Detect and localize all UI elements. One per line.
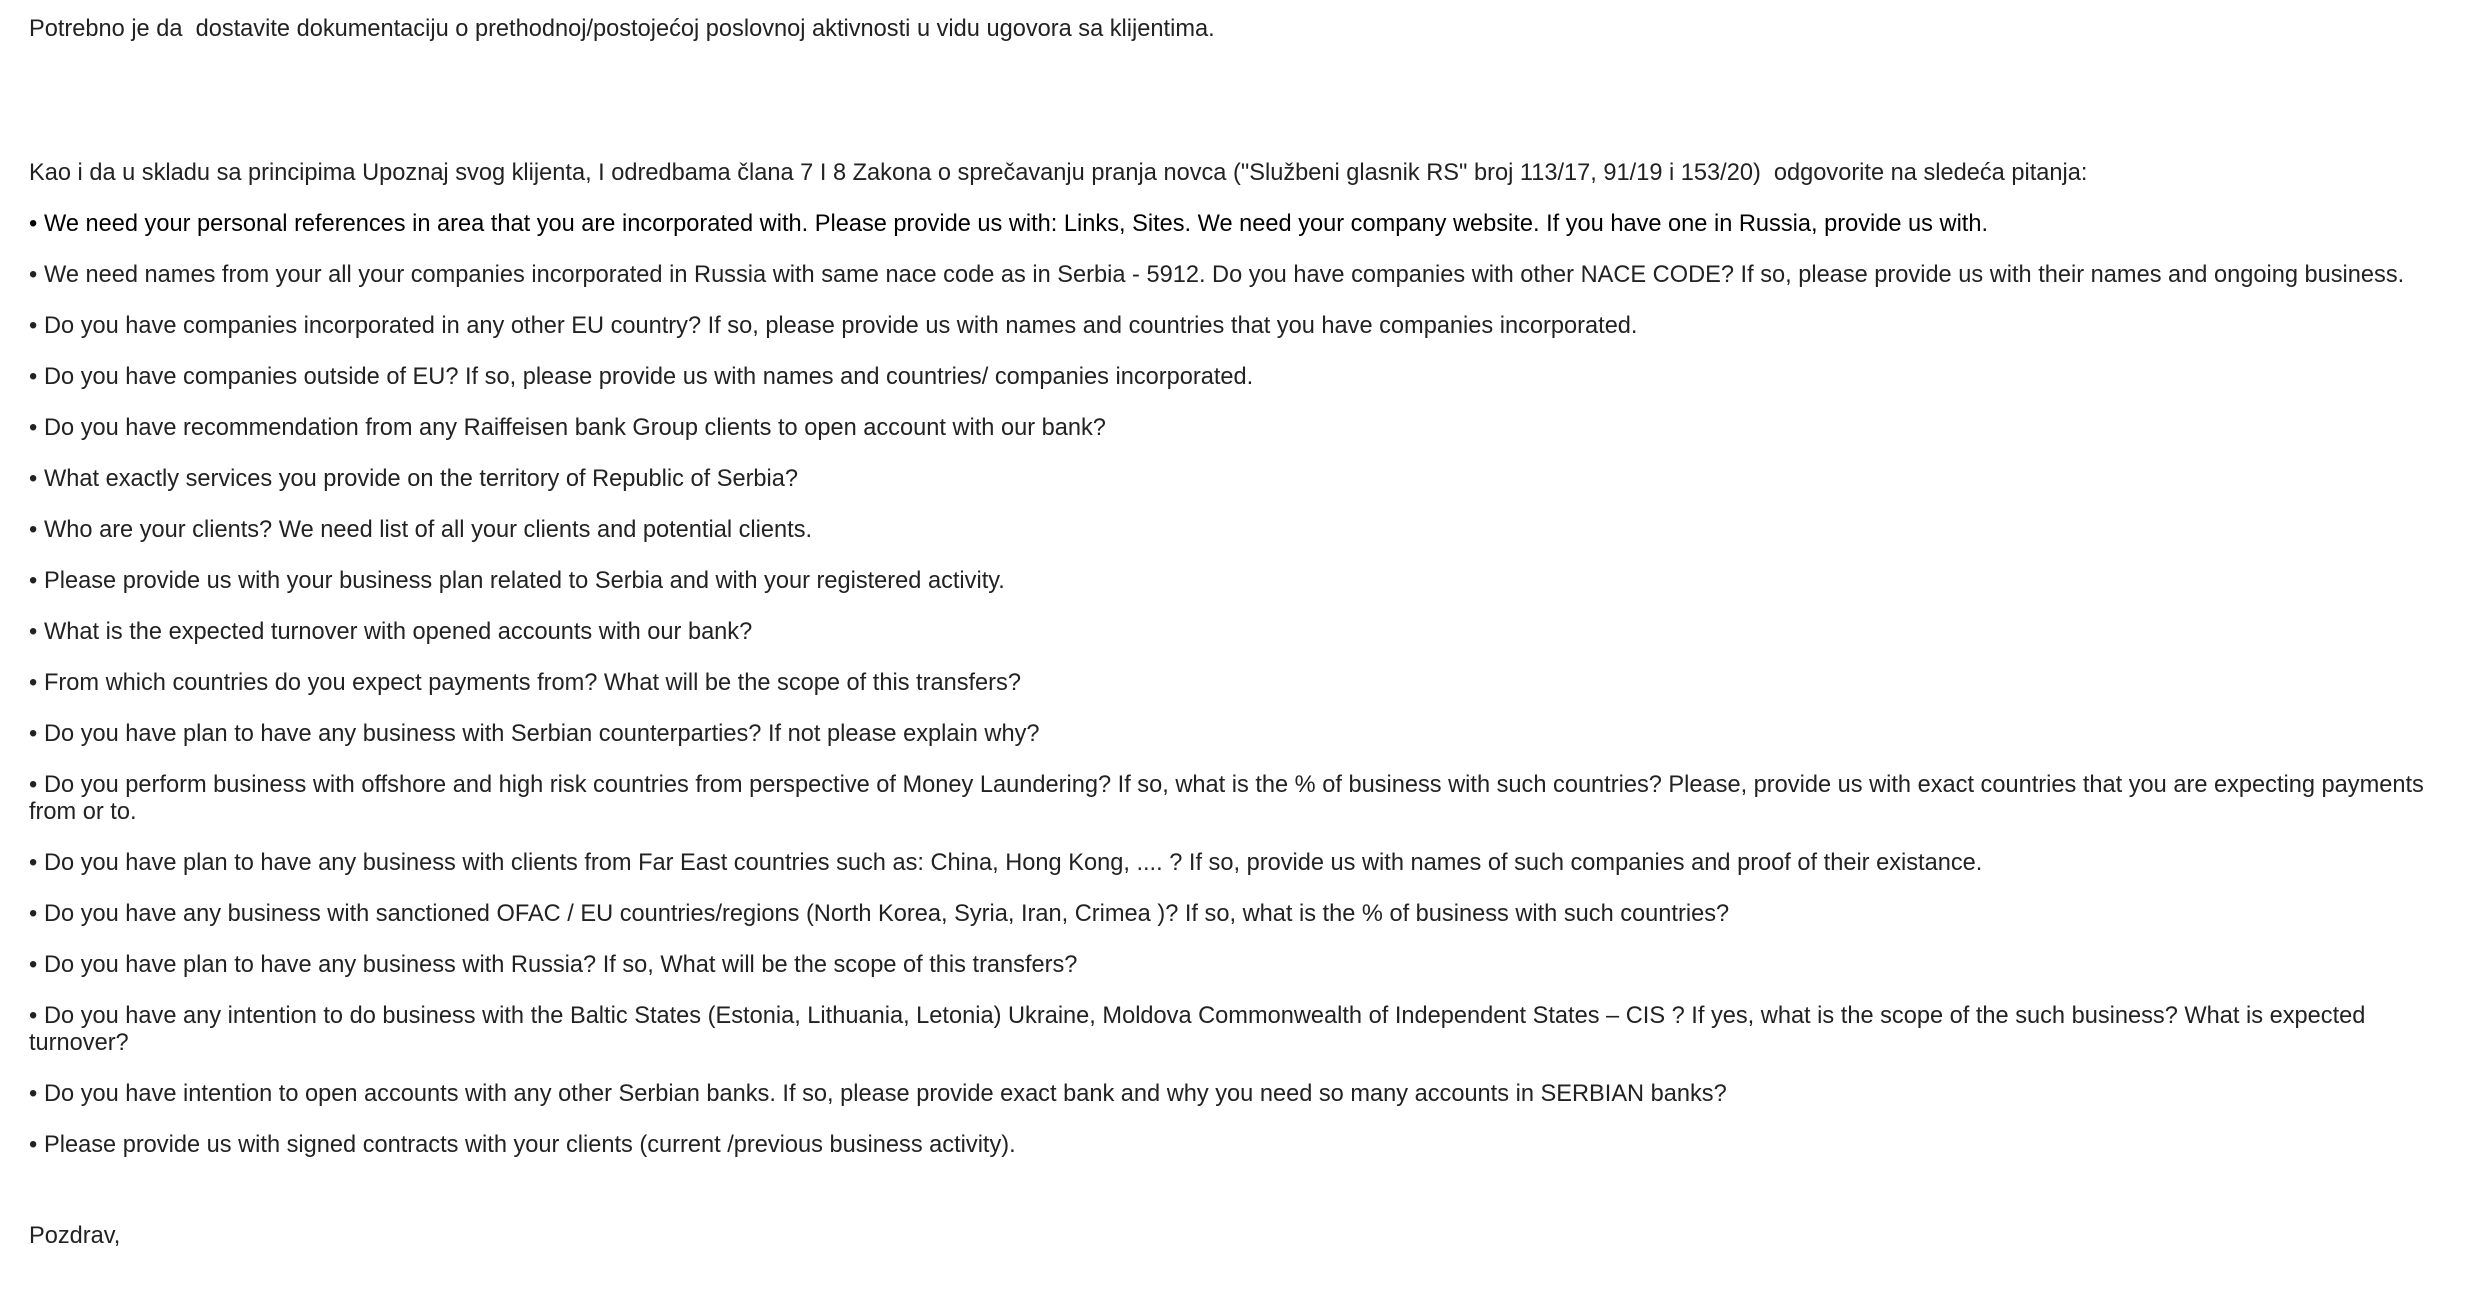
question-text: Do you have plan to have any business with Russia? If so, What will be the scope of this transfers? <box>44 952 1078 978</box>
question-text: We need names from your all your companies incorporated in Russia with same nace code as in Serbia - 5912. Do you have companies with other NACE CODE? If so, please provide us with their names and ongoing business. <box>44 262 2405 288</box>
question-text: Do you perform business with offshore and high risk countries from perspective of Money Laundering? If so, what is the % of business with such countries? Please, provide us with exact countries that you are expecting payments from or to. <box>29 772 2424 825</box>
question-text: Do you have companies outside of EU? If so, please provide us with names and countries/ companies incorporated. <box>44 364 1254 390</box>
list-item <box>29 1003 2453 1057</box>
list-item <box>29 313 2453 340</box>
bullet-icon: • <box>29 262 38 288</box>
question-text: From which countries do you expect payments from? What will be the scope of this transfers? <box>44 670 1021 696</box>
bullet-icon: • <box>29 721 38 747</box>
question-text: Who are your clients? We need list of all your clients and potential clients. <box>44 517 813 543</box>
list-item <box>29 262 2453 289</box>
list-item <box>29 1081 2453 1108</box>
list-item <box>29 1132 2453 1159</box>
list-item <box>29 952 2453 979</box>
question-text: Do you have recommendation from any Raiffeisen bank Group clients to open account with our bank? <box>44 415 1106 441</box>
bullet-icon: • <box>29 1003 38 1029</box>
closing-greeting: Pozdrav, <box>29 1223 121 1249</box>
question-text: Do you have companies incorporated in any other EU country? If so, please provide us with names and countries that you have companies incorporated. <box>44 313 1638 339</box>
question-text: Do you have intention to open accounts with any other Serbian banks. If so, please provide exact bank and why you need so many accounts in SERBIAN banks? <box>44 1081 1727 1107</box>
list-item <box>29 466 2453 493</box>
question-text: Do you have any business with sanctioned OFAC / EU countries/regions (North Korea, Syria, Iran, Crimea )? If so, what is the % of business with such countries? <box>44 901 1730 927</box>
bullet-icon: • <box>29 670 38 696</box>
list-item <box>29 568 2453 595</box>
question-text: Do you have plan to have any business with Serbian counterparties? If not please explain why? <box>44 721 1040 747</box>
question-text: Please provide us with your business plan related to Serbia and with your registered activity. <box>44 568 1005 594</box>
list-item <box>29 517 2453 544</box>
question-text: We need your personal references in area that you are incorporated with. Please provide us with: Links, Sites. We need your company website. If you have one in Russia, provide us with. <box>44 211 1989 237</box>
question-text: Do you have any intention to do business with the Baltic States (Estonia, Lithuania, Letonia) Ukraine, Moldova Commonwealth of Independent States – CIS ? If yes, what is the scope of the such business? What is expected turnover? <box>29 1003 2366 1056</box>
bullet-icon: • <box>29 211 38 237</box>
bullet-icon: • <box>29 568 38 594</box>
list-item <box>29 364 2453 391</box>
bullet-icon: • <box>29 517 38 543</box>
bullet-icon: • <box>29 619 38 645</box>
question-text: Please provide us with signed contracts with your clients (current /previous business activity). <box>44 1132 1016 1158</box>
bullet-icon: • <box>29 364 38 390</box>
bullet-icon: • <box>29 313 38 339</box>
list-item <box>29 901 2453 928</box>
question-text: What is the expected turnover with opened accounts with our bank? <box>44 619 753 645</box>
list-item <box>29 211 2453 238</box>
bullet-icon: • <box>29 466 38 492</box>
bullet-icon: • <box>29 1081 38 1107</box>
lead-paragraph: Kao i da u skladu sa principima Upoznaj svog klijenta, I odredbama člana 7 I 8 Zakona o sprečavanju pranja novca ("Službeni glasnik RS" broj 113/17, 91/19 i 153/20) odgovorite na sledeća pitanja: <box>29 160 2088 186</box>
bullet-icon: • <box>29 772 38 798</box>
list-item <box>29 619 2453 646</box>
bullet-icon: • <box>29 901 38 927</box>
intro-paragraph: Potrebno je da dostavite dokumentaciju o prethodnoj/postojećoj poslovnoj aktivnosti u vidu ugovora sa klijentima. <box>29 16 1215 42</box>
questions-list <box>29 211 2453 1159</box>
question-text: What exactly services you provide on the territory of Republic of Serbia? <box>44 466 799 492</box>
bullet-icon: • <box>29 1132 38 1158</box>
list-item <box>29 415 2453 442</box>
bullet-icon: • <box>29 850 38 876</box>
question-text: Do you have plan to have any business with clients from Far East countries such as: China, Hong Kong, .... ? If so, provide us with names of such companies and proof of their existance. <box>44 850 1983 876</box>
list-item <box>29 850 2453 877</box>
bullet-icon: • <box>29 415 38 441</box>
list-item <box>29 670 2453 697</box>
bullet-icon: • <box>29 952 38 978</box>
list-item <box>29 772 2453 826</box>
list-item <box>29 721 2453 748</box>
